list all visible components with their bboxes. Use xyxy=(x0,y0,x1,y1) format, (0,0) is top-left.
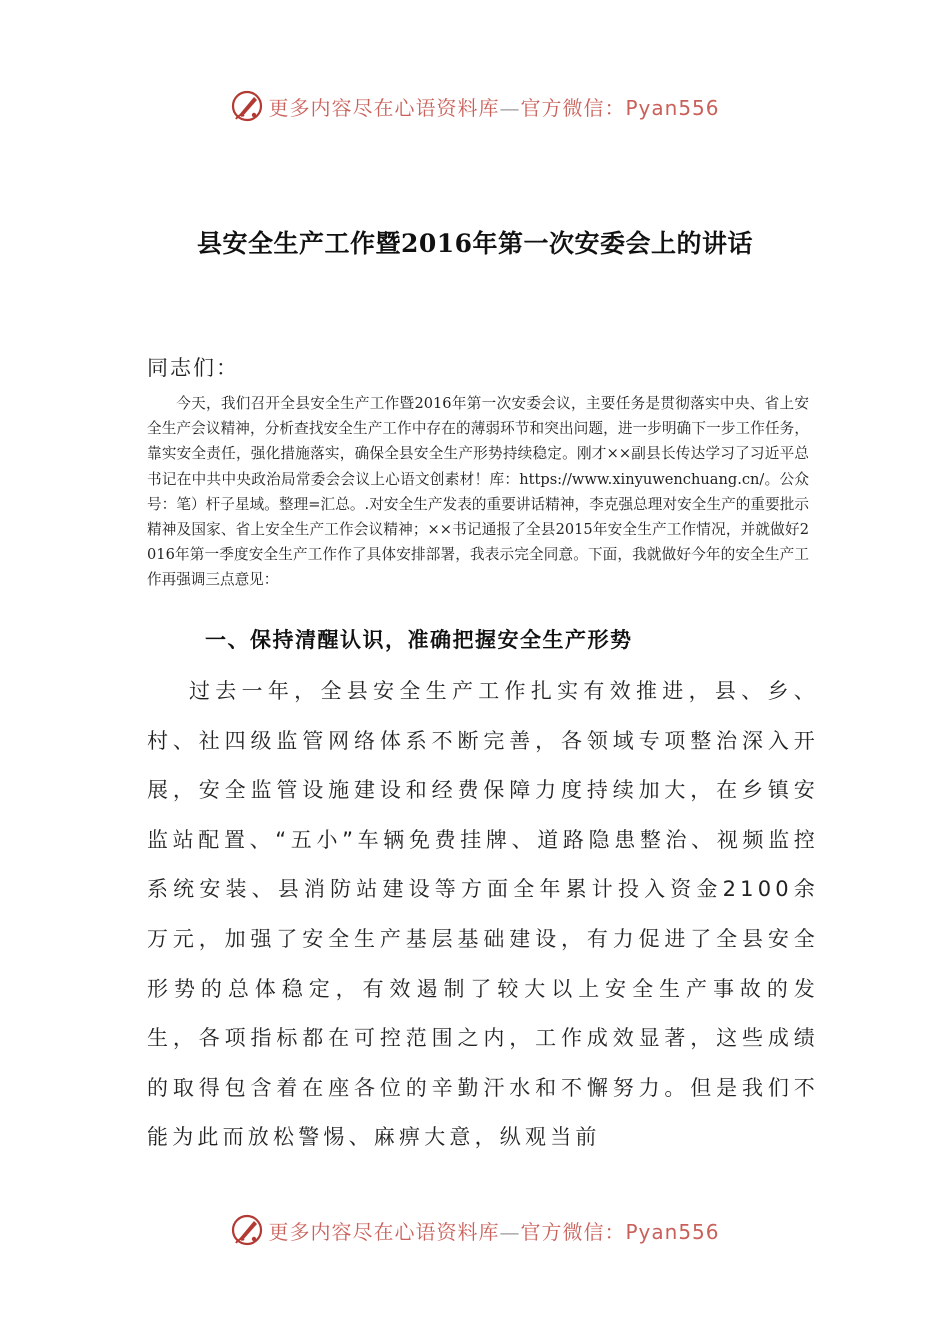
salutation: 同志们： xyxy=(147,356,239,380)
document-title: 县安全生产工作暨2016年第一次安委会上的讲话 xyxy=(196,229,754,258)
footer-banner xyxy=(0,1208,950,1252)
banner-main-text: 更多内容尽在心语资料库 xyxy=(268,1219,500,1244)
banner-main-text: 更多内容尽在心语资料库 xyxy=(268,95,500,120)
banner-separator: — xyxy=(499,1219,521,1244)
banner-text xyxy=(268,1216,719,1245)
header-banner xyxy=(0,84,950,128)
banner-wechat-id: Pyan556 xyxy=(625,95,720,120)
banner-wechat-id: Pyan556 xyxy=(625,1219,720,1244)
banner-suffix: 官方微信： xyxy=(520,95,626,120)
pen-circle-logo-icon xyxy=(230,89,264,123)
intro-paragraph: 今天，我们召开全县安全生产工作暨2016年第一次安委会议，主要任务是贯彻落实中央、省上安全生产会议精神，分析查找安全生产工作中存在的薄弱环节和突出问题，进一步明确下一步工作任务，靠实安全责任，强化措施落实，确保全县安全生产形势持续稳定。刚才××副县长传达学习了习近平总书记在中共中央政治局常委会会议上心语文创素材！库：https://www.xinyuwenchuang.cn/。公众号：笔）杆子星域。整理=汇总。.对安全生产发表的重要讲话精神，李克强总理对安全生产的重要批示精神及国家、省上安全生产工作会议精神；××书记通报了全县2015年安全生产工作情况，并就做好2016年第一季度安全生产工作作了具体安排部署，我表示完全同意。下面，我就做好今年的安全生产工作再强调三点意见： xyxy=(147,395,809,589)
section-heading: 一、保持清醒认识，准确把握安全生产形势 xyxy=(205,628,633,652)
banner-text xyxy=(268,92,719,121)
banner-suffix: 官方微信： xyxy=(520,1219,626,1244)
banner-separator: — xyxy=(499,95,521,120)
body-paragraph: 过去一年，全县安全生产工作扎实有效推进，县、乡、村、社四级监管网络体系不断完善，各领域专项整治深入开展，安全监管设施建设和经费保障力度持续加大，在乡镇安监站配置、“五小”车辆免费挂牌、道路隐患整治、视频监控系统安装、县消防站建设等方面全年累计投入资金2100余万元，加强了安全生产基层基础建设，有力促进了全县安全形势的总体稳定，有效遏制了较大以上安全生产事故的发生，各项指标都在可控范围之内，工作成效显著，这些成绩的取得包含着在座各位的辛勤汗水和不懈努力。但是我们不能为此而放松警惕、麻痹大意，纵观当前 xyxy=(147,679,819,1150)
pen-circle-logo-icon xyxy=(230,1213,264,1247)
